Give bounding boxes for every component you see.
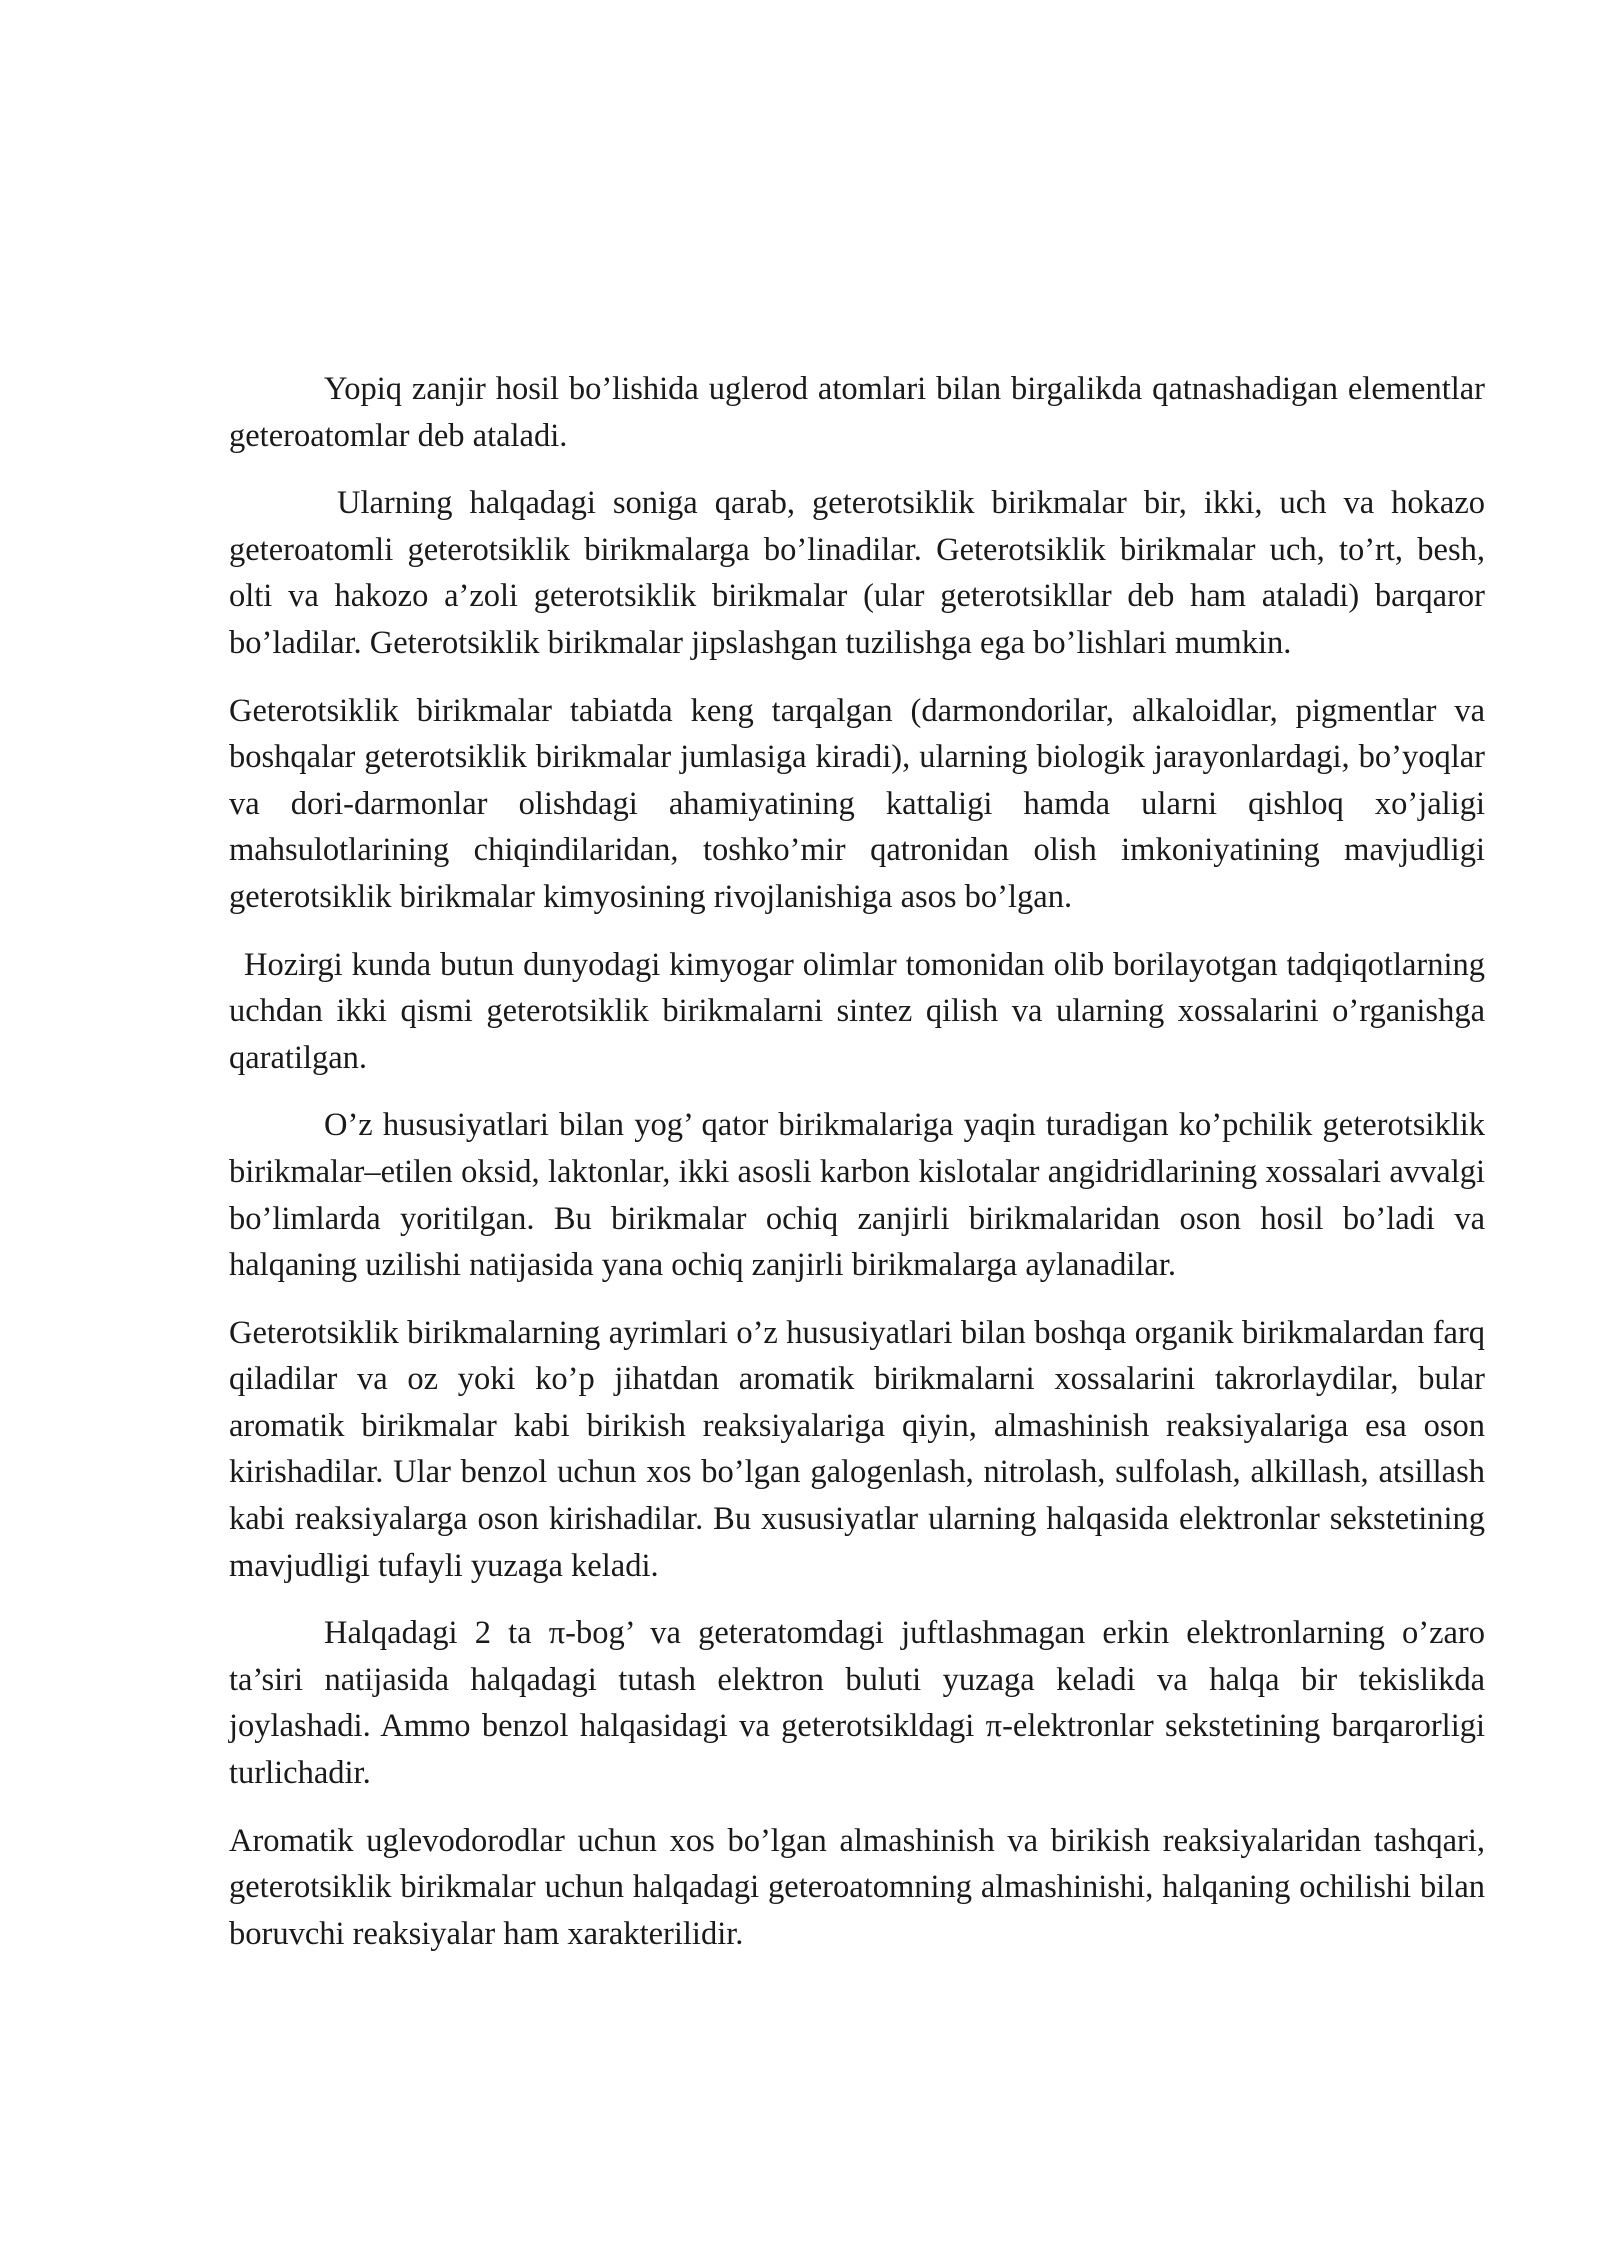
text-line: reaksiyalaridan tashqari, geterotsiklik birikmalar uchun halqadagi geteroatomning (229, 1822, 1486, 1906)
text-line: o’zaro ta’siri natijasida halqadagi tutash elektron buluti yuzaga keladi va halqa bir (229, 1615, 1485, 1698)
paragraph-aromatic-properties (229, 1310, 1485, 1590)
text-line: hokazo geteroatomli geterotsiklik birikmalarga bo’linadilar. Geterotsiklik (229, 485, 1485, 568)
text-line: bo’lgan galogenlash, nitrolash, sulfolash, alkillash, atsillash kabi reaksiyalarga (229, 1454, 1485, 1538)
text-line: O’z hususiyatlari bilan yog’ qator birikmalariga yaqin turadigan ko’pchilik (324, 1107, 1313, 1144)
text-line: almashinishi, halqaning ochilishi bilan boruvchi reaksiyalar ham xarakterilidir. (229, 1869, 1486, 1952)
paragraph-aliphatic-like-compounds (229, 1102, 1485, 1288)
text-line: birikmalardan farq qiladilar va oz yoki ko’p jihatdan aromatik birikmalarni (229, 1314, 1486, 1398)
text-line: tadqiqotlarning uchdan ikki qismi geterotsiklik birikmalarni sintez qilish va (229, 946, 1486, 1030)
text-line: Hozirgi kunda butun dunyodagi kimyogar olimlar tomonidan olib borilayotgan (244, 946, 1278, 983)
text-line: tekislikda joylashadi. Ammo benzol halqasidagi va geterotsikldagi π-elektronlar (229, 1661, 1486, 1745)
text-line: kimyosining rivojlanishiga asos bo’lgan. (543, 878, 1073, 915)
paragraph-characteristic-reactions (229, 1818, 1485, 1958)
text-line: mavjudligi tufayli yuzaga keladi. (229, 1547, 659, 1584)
text-line: birikmalar uch, to’rt, besh, olti va hakozo a’zoli geterotsiklik birikmalar (ular (229, 531, 1485, 615)
text-line: Yopiq zanjir hosil bo’lishida uglerod atomlari bilan birgalikda (324, 371, 1143, 407)
text-line: Aromatik uglevodorodlar uchun xos bo’lgan almashinish va birikish (229, 1822, 1151, 1859)
text-line: sekstetining barqarorligi turlichadir. (229, 1708, 1486, 1792)
text-line: geterotsiklik birikmalar–etilen oksid, laktonlar, ikki asosli karbon kislotalar (229, 1107, 1485, 1190)
text-line: Geterotsiklik birikmalarning ayrimlari o’z hususiyatlari bilan boshqa organik (229, 1314, 1234, 1351)
text-line: pigmentlar va boshqalar geterotsiklik birikmalar jumlasiga kiradi), ularning (229, 692, 1486, 776)
text-line: oson kirishadilar. Bu xususiyatlar ularning halqasida elektronlar sekstetining (477, 1501, 1486, 1538)
text-line: qiyin, almashinish reaksiyalariga esa oson kirishadilar. Ular benzol uchun xos (229, 1407, 1485, 1491)
document-body (229, 366, 1485, 1978)
text-line: zanjirli birikmalaridan oson hosil bo’ladi va halqaning uzilishi natijasida yana (229, 1200, 1485, 1284)
paragraph-modern-research (229, 942, 1485, 1082)
text-line: Halqadagi 2 ta π-bog’ va geteratomdagi juftlashmagan erkin elektronlarning (324, 1615, 1385, 1652)
text-line: angidridlarining xossalari avvalgi bo’limlarda yoritilgan. Bu birikmalar ochiq (229, 1153, 1485, 1237)
paragraph-heteroatoms-definition (229, 366, 1485, 459)
text-line: geterotsikllar deb ham ataladi) barqaror bo’ladilar. Geterotsiklik birikmalar (229, 578, 1486, 661)
paragraph-pi-electron-sextet (229, 1610, 1485, 1796)
text-line: toshko’mir qatronidan olish imkoniyatining mavjudligi geterotsiklik birikmalar (229, 832, 1485, 915)
text-line: ularning xossalarini o’rganishga qaratilgan. (229, 993, 1485, 1076)
text-line: Ularning halqadagi soniga qarab, geterotsiklik birikmalar bir, ikki, uch va (337, 485, 1375, 522)
text-line: kattaligi hamda ularni qishloq xo’jaligi mahsulotlarining chiqindilaridan, (229, 785, 1485, 869)
text-line: jipslashgan tuzilishga ega bo’lishlari mumkin. (691, 624, 1292, 661)
paragraph-heterocycle-classification (229, 480, 1485, 666)
text-line: qatnashadigan elementlar geteroatomlar deb ataladi. (229, 371, 1486, 454)
text-line: Geterotsiklik birikmalar tabiatda keng tarqalgan (darmondorilar, alkaloidlar, (229, 692, 1278, 729)
text-line: xossalarini takrorlaydilar, bular aromatik birikmalar kabi birikish reaksiyalariga (229, 1361, 1485, 1444)
text-line: ochiq zanjirli birikmalarga aylanadilar. (671, 1247, 1177, 1284)
paragraph-natural-occurrence (229, 688, 1485, 921)
text-line: biologik jarayonlardagi, bo’yoqlar va dori-darmonlar olishdagi ahamiyatining (229, 739, 1485, 822)
